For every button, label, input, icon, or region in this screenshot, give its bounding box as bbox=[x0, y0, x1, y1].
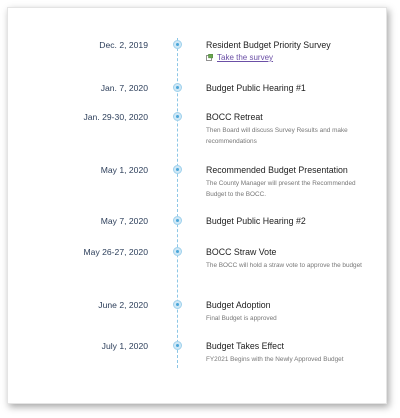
event-content bbox=[206, 247, 376, 272]
event-date: July 1, 2020 bbox=[101, 341, 148, 351]
event-title: Recommended Budget Presentation bbox=[206, 165, 348, 175]
event-date: May 7, 2020 bbox=[100, 216, 148, 226]
event-content bbox=[206, 112, 376, 147]
event-date: Jan. 7, 2020 bbox=[100, 83, 148, 93]
event-description: Final Budget is approved bbox=[206, 315, 277, 322]
timeline-card bbox=[7, 7, 387, 404]
event-date: May 1, 2020 bbox=[100, 165, 148, 175]
survey-link-row bbox=[206, 53, 376, 63]
event-content bbox=[206, 165, 376, 200]
event-title: BOCC Straw Vote bbox=[206, 247, 277, 257]
event-description: The BOCC will hold a straw vote to approve the budget bbox=[206, 262, 362, 269]
timeline-dot-icon bbox=[173, 341, 182, 350]
external-link-icon bbox=[206, 54, 213, 61]
timeline-dot-icon bbox=[173, 40, 182, 49]
timeline-dot-icon bbox=[173, 216, 182, 225]
event-date: Dec. 2, 2019 bbox=[99, 40, 148, 50]
budget-timeline bbox=[8, 8, 386, 403]
event-description: Then Board will discuss Survey Results and make recommendations bbox=[206, 127, 348, 145]
timeline-dot-icon bbox=[173, 83, 182, 92]
event-date: Jan. 29-30, 2020 bbox=[83, 112, 148, 122]
take-survey-link[interactable]: Take the survey bbox=[217, 53, 274, 62]
event-title: Budget Takes Effect bbox=[206, 341, 284, 351]
event-date: June 2, 2020 bbox=[98, 300, 148, 310]
event-content bbox=[206, 40, 376, 63]
event-title: Budget Public Hearing #1 bbox=[206, 83, 306, 93]
event-title: Budget Public Hearing #2 bbox=[206, 216, 306, 226]
event-date: May 26-27, 2020 bbox=[83, 247, 148, 257]
event-content bbox=[206, 216, 376, 227]
event-title: Resident Budget Priority Survey bbox=[206, 40, 331, 50]
timeline-dot-icon bbox=[173, 247, 182, 256]
timeline-dot-icon bbox=[173, 300, 182, 309]
event-description: The County Manager will present the Recommended Budget to the BOCC. bbox=[206, 180, 356, 198]
timeline-dot-icon bbox=[173, 112, 182, 121]
event-title: Budget Adoption bbox=[206, 300, 271, 310]
event-content bbox=[206, 341, 376, 366]
timeline-dot-icon bbox=[173, 165, 182, 174]
event-content bbox=[206, 300, 376, 325]
event-content bbox=[206, 83, 376, 94]
event-title: BOCC Retreat bbox=[206, 112, 263, 122]
event-description: FY2021 Begins with the Newly Approved Budget bbox=[206, 356, 344, 363]
